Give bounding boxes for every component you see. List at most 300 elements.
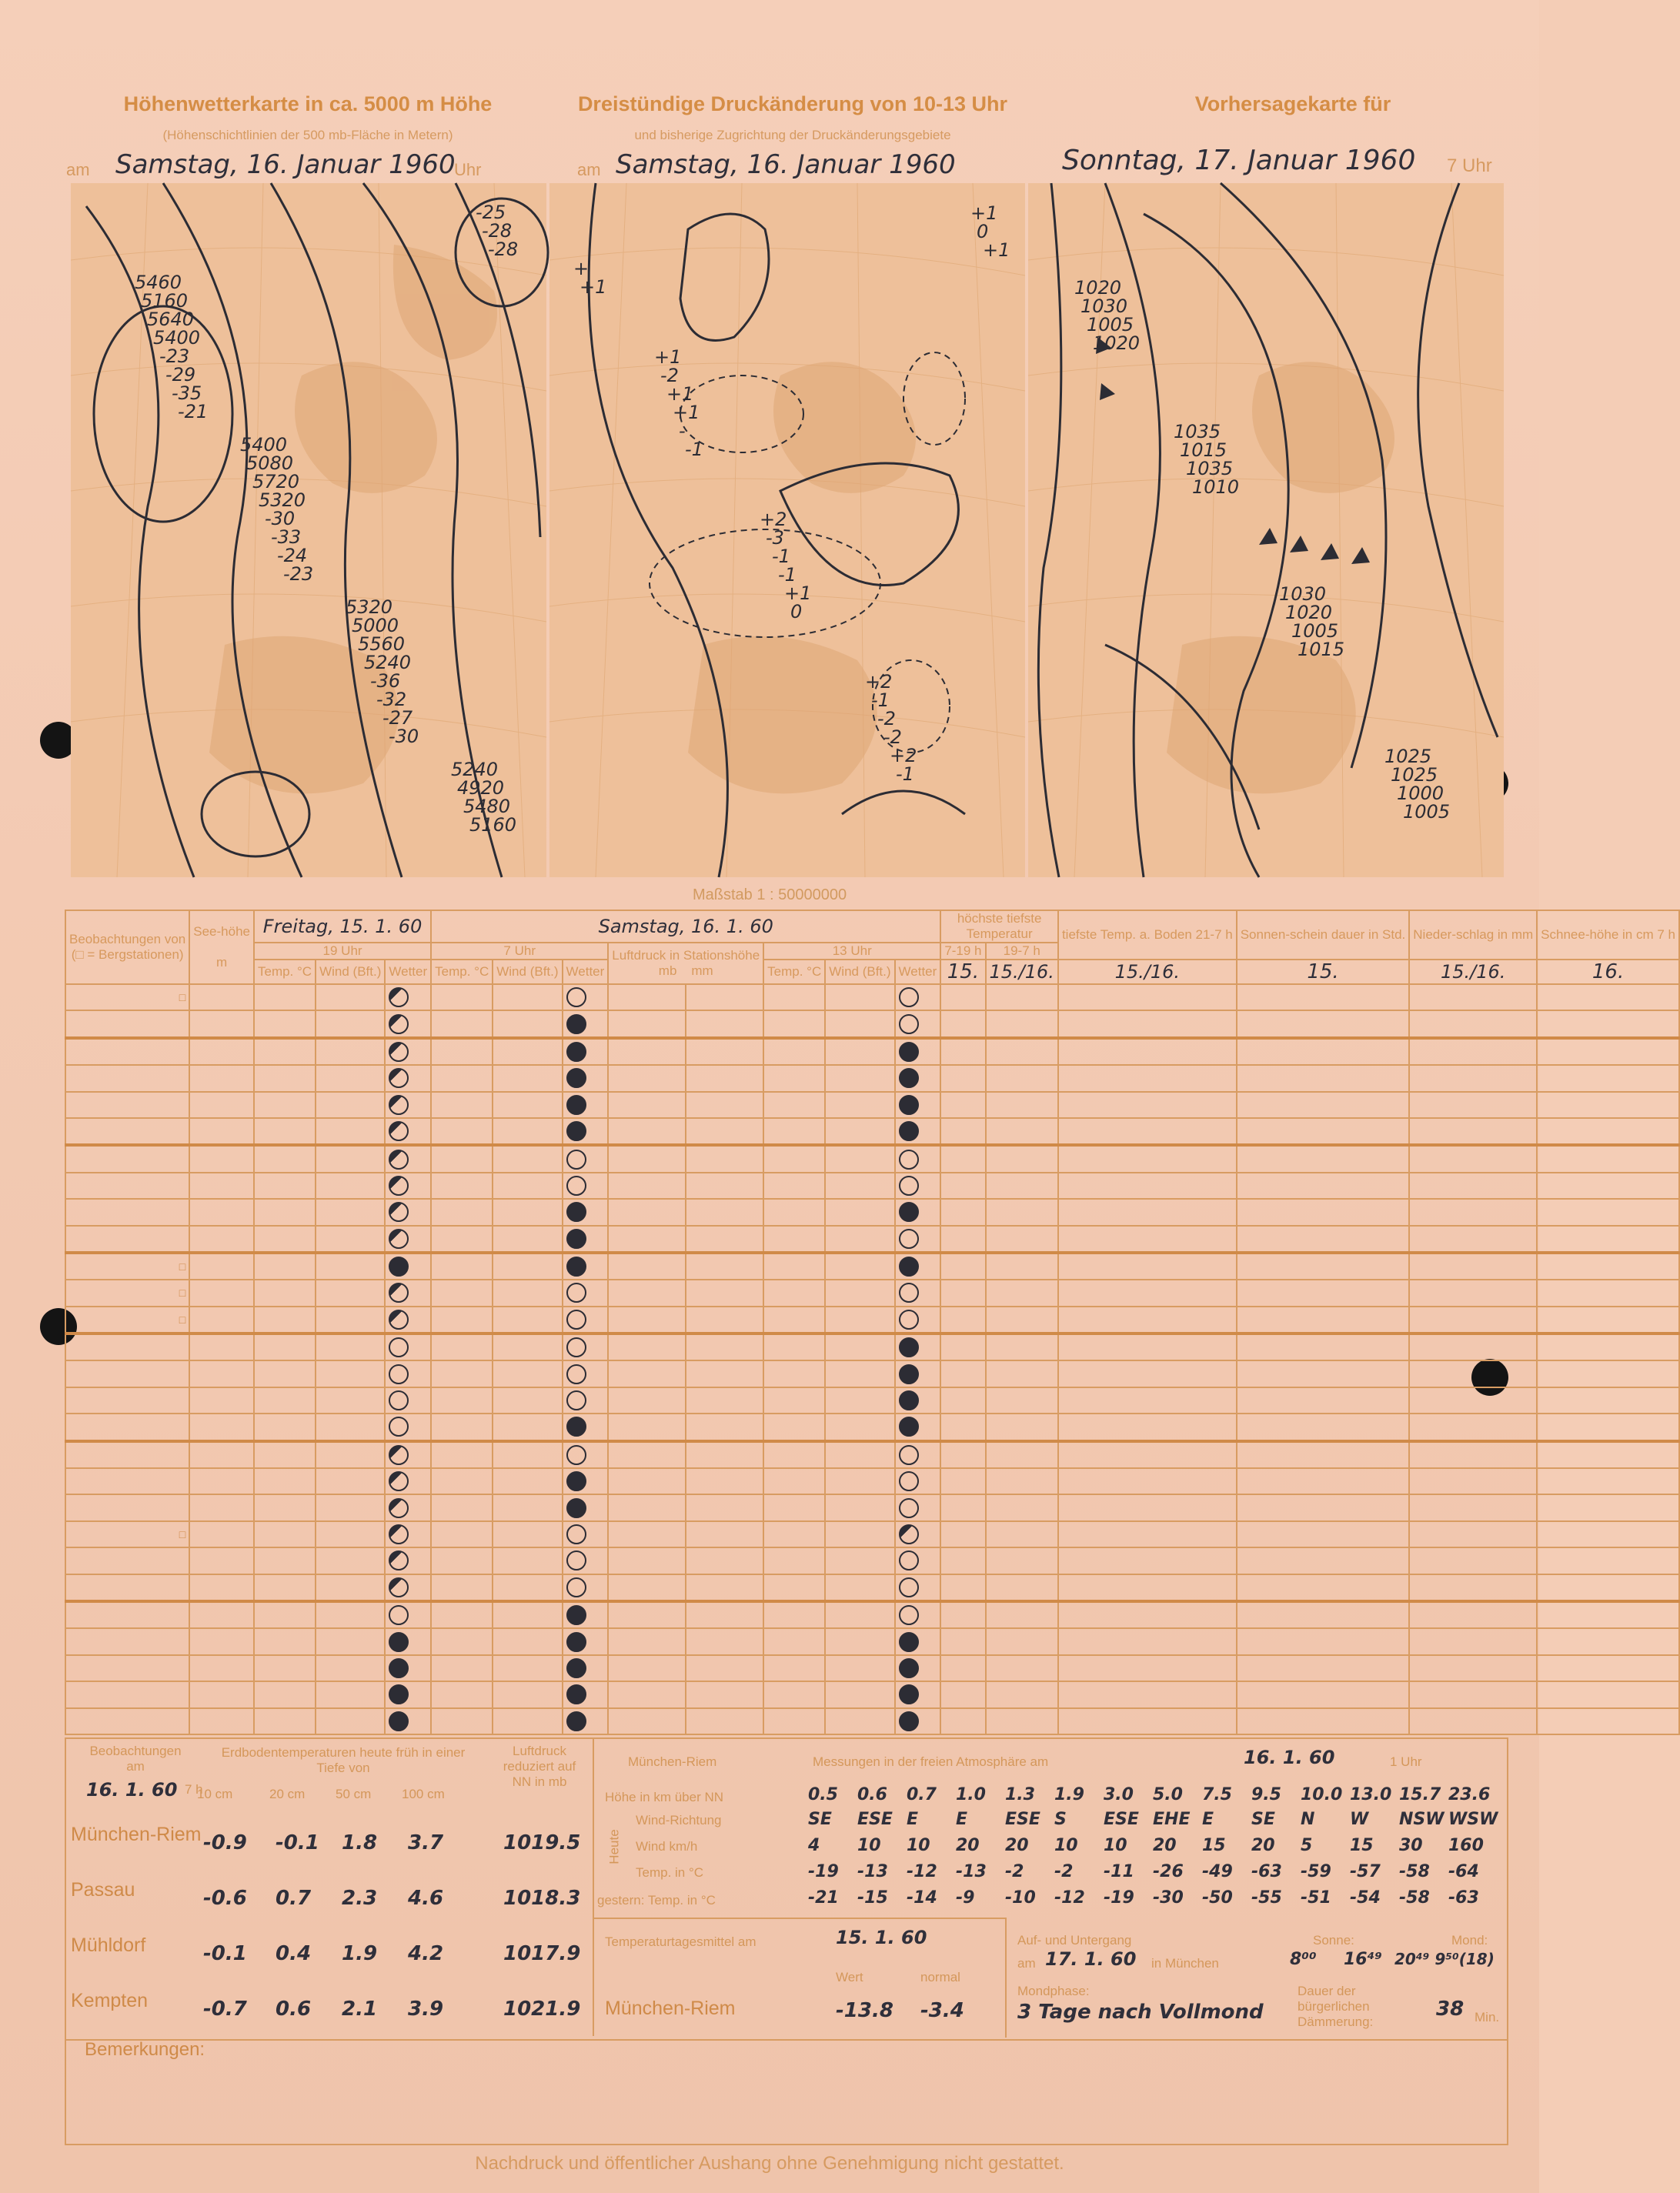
cell-w2 — [493, 1547, 562, 1574]
station-name — [65, 1173, 189, 1199]
cell-ni — [1409, 1681, 1537, 1707]
cell-weather — [385, 1547, 431, 1574]
cell-mx — [940, 1253, 985, 1280]
map-label: 1030 — [1279, 583, 1327, 605]
cell-weather — [895, 1253, 941, 1280]
cell-so — [1237, 1226, 1410, 1253]
map-label: 1000 — [1397, 783, 1445, 804]
cell-ni — [1409, 1092, 1537, 1118]
upper-air-dirs-value: E — [907, 1810, 919, 1829]
cell-p2 — [686, 1360, 763, 1387]
weather-symbol-icon — [566, 1577, 586, 1597]
weather-symbol-icon — [389, 1445, 409, 1465]
map-label: -1 — [778, 564, 797, 586]
map-label: -23 — [283, 563, 314, 585]
station-name — [65, 1010, 189, 1037]
weather-symbol-icon — [566, 1014, 586, 1034]
cell-w1 — [316, 1199, 385, 1225]
soil-hour: 7 h — [185, 1782, 203, 1797]
cell-w1 — [316, 1521, 385, 1547]
cell-weather — [385, 1574, 431, 1601]
cell-weather — [385, 1065, 431, 1091]
soil-station: Kempten — [71, 1990, 149, 2011]
upper-air-temps-value: -13 — [857, 1862, 888, 1881]
station-name — [65, 1145, 189, 1172]
weather-symbol-icon — [566, 1202, 586, 1222]
cell-weather — [385, 1414, 431, 1440]
cell-weather — [385, 1628, 431, 1654]
moon-phase-label: Mondphase: — [1017, 1984, 1090, 1998]
table-row — [65, 1065, 1679, 1091]
cell-weather — [895, 1655, 941, 1681]
upper-air-speeds-value: 20 — [1153, 1836, 1177, 1855]
weather-symbol-icon — [899, 1337, 919, 1357]
map-label: 5720 — [252, 471, 300, 492]
upper-air-gestern-value: -58 — [1399, 1888, 1430, 1908]
cell-w1 — [316, 1226, 385, 1253]
cell-weather — [385, 1092, 431, 1118]
cell-weather — [895, 1628, 941, 1654]
cell-mn — [986, 1199, 1058, 1225]
cell-so — [1237, 984, 1410, 1010]
footer-note: Nachdruck und öffentlicher Aushang ohne Genehmigung nicht gestattet. — [475, 2153, 1064, 2174]
cell-w2 — [493, 1601, 562, 1628]
cell-p1 — [608, 1118, 686, 1145]
map-label: 5400 — [240, 434, 288, 456]
upper-station: München-Riem — [628, 1754, 717, 1769]
weather-symbol-icon — [899, 1176, 919, 1196]
cell-weather — [385, 1360, 431, 1387]
cell-tb — [1058, 1092, 1237, 1118]
cell-tb — [1058, 1655, 1237, 1681]
table-row — [65, 1601, 1679, 1628]
cell-p1 — [608, 1441, 686, 1468]
cell-mx — [940, 1173, 985, 1199]
cell-p2 — [686, 1307, 763, 1333]
weather-symbol-icon — [389, 1257, 409, 1277]
upper-air-dirs-value: E — [1202, 1810, 1214, 1829]
sun-label-sonne: Sonne: — [1313, 1933, 1354, 1948]
cell-sc — [1537, 1494, 1679, 1520]
cell-sc — [1537, 984, 1679, 1010]
soil-title: Beobachtungen am — [89, 1744, 182, 1774]
station-name — [65, 1038, 189, 1065]
cell-t1 — [254, 1574, 316, 1601]
cell-mn — [986, 1441, 1058, 1468]
cell-t1 — [254, 1468, 316, 1494]
map1-subtitle: (Höhenschichtlinien der 500 mb-Fläche in Metern) — [162, 128, 453, 142]
cell-t3 — [763, 1521, 825, 1547]
cell-so — [1237, 1010, 1410, 1037]
cell-weather — [385, 1226, 431, 1253]
cell-ni — [1409, 1414, 1537, 1440]
cell-sc — [1537, 1601, 1679, 1628]
cell-h — [189, 1655, 254, 1681]
mean-temp-date: 15. 1. 60 — [836, 1927, 927, 1948]
cell-mn — [986, 984, 1058, 1010]
cell-w3 — [825, 1253, 894, 1280]
cell-h — [189, 1333, 254, 1360]
cell-w2 — [493, 1199, 562, 1225]
observation-rows — [65, 984, 1679, 1734]
cell-p2 — [686, 1118, 763, 1145]
cell-sc — [1537, 1253, 1679, 1280]
cell-mn — [986, 1387, 1058, 1414]
cell-mn — [986, 1038, 1058, 1065]
cell-p1 — [608, 1521, 686, 1547]
cell-so — [1237, 1414, 1410, 1440]
cell-weather — [563, 1655, 609, 1681]
upper-air-gestern-value: -9 — [956, 1888, 975, 1908]
upper-air-heights-value: 9.5 — [1251, 1785, 1281, 1804]
cell-mn — [986, 1655, 1058, 1681]
cell-mx — [940, 1038, 985, 1065]
map1-uhr: Uhr — [454, 160, 482, 179]
cell-w1 — [316, 1065, 385, 1091]
map-label: -28 — [482, 220, 513, 242]
map-label: -27 — [382, 707, 413, 729]
cell-so — [1237, 1280, 1410, 1306]
cell-w1 — [316, 1708, 385, 1734]
cell-w1 — [316, 1681, 385, 1707]
mountain-station-icon: □ — [179, 991, 186, 1004]
upper-air-speeds-value: 160 — [1448, 1836, 1484, 1855]
upper-air-temps-value: -13 — [956, 1862, 987, 1881]
cell-tb — [1058, 1333, 1237, 1360]
sun-label: Auf- und Untergang — [1017, 1933, 1132, 1948]
cell-t3 — [763, 1307, 825, 1333]
mean-normal: -3.4 — [920, 1999, 964, 2022]
cell-t3 — [763, 1387, 825, 1414]
cell-w2 — [493, 1173, 562, 1199]
map-label: 1030 — [1080, 295, 1128, 317]
station-name — [65, 1547, 189, 1574]
weather-symbol-icon — [899, 1202, 919, 1222]
cell-ni — [1409, 1360, 1537, 1387]
map-label: -32 — [376, 689, 407, 710]
cell-weather — [563, 1521, 609, 1547]
weather-symbol-icon — [899, 1121, 919, 1141]
weather-symbol-icon — [899, 1364, 919, 1384]
weather-symbol-icon — [899, 1684, 919, 1704]
soil-pressure: 1018.3 — [503, 1887, 581, 1910]
cell-mn — [986, 1010, 1058, 1037]
wind-col: Wind (Bft.) — [316, 960, 385, 984]
soil-date: 16. 1. 60 — [86, 1779, 178, 1801]
bottom-panel — [65, 1737, 1508, 2041]
cell-w1 — [316, 1360, 385, 1387]
cell-w3 — [825, 1547, 894, 1574]
map-label: 1025 — [1384, 746, 1432, 767]
soil-value: -0.9 — [203, 1831, 247, 1854]
table-row — [65, 1574, 1679, 1601]
mean-wert-label: Wert — [836, 1970, 863, 1984]
cell-ni — [1409, 1199, 1537, 1225]
cell-p2 — [686, 1038, 763, 1065]
cell-weather — [895, 1038, 941, 1065]
cell-t2 — [431, 1253, 493, 1280]
cell-mx — [940, 1547, 985, 1574]
cell-mx — [940, 1010, 985, 1037]
cell-ni — [1409, 1307, 1537, 1333]
upper-air-gestern-value: -63 — [1448, 1888, 1479, 1908]
cell-sc — [1537, 1521, 1679, 1547]
cell-w1 — [316, 984, 385, 1010]
upper-air-dirs-value: E — [956, 1810, 968, 1829]
map2-subtitle: und bisherige Zugrichtung der Druckänderungsgebiete — [634, 128, 951, 142]
cell-sc — [1537, 1065, 1679, 1091]
cell-mn — [986, 1253, 1058, 1280]
cell-ni — [1409, 1441, 1537, 1468]
cell-tb — [1058, 1118, 1237, 1145]
cell-weather — [385, 1307, 431, 1333]
cell-so — [1237, 1601, 1410, 1628]
cell-t1 — [254, 1226, 316, 1253]
map3-date: Sonntag, 17. Januar 1960 — [1062, 145, 1416, 176]
cell-t2 — [431, 1521, 493, 1547]
table-row — [65, 1253, 1679, 1280]
upper-air-heights-value: 13.0 — [1350, 1785, 1392, 1804]
cell-mx — [940, 1468, 985, 1494]
cell-t3 — [763, 1038, 825, 1065]
cell-ni — [1409, 1601, 1537, 1628]
cell-t1 — [254, 1387, 316, 1414]
cell-weather — [895, 1010, 941, 1037]
map-label: -28 — [488, 239, 519, 260]
station-name — [65, 1681, 189, 1707]
weather-symbol-icon — [389, 1229, 409, 1249]
moon-times: 20⁴⁹ 9⁵⁰(18) — [1394, 1950, 1495, 1968]
weather-col: Wetter — [563, 960, 609, 984]
cell-t1 — [254, 1010, 316, 1037]
sunshine-header: Sonnen-schein dauer in Std. — [1237, 910, 1410, 960]
cell-weather — [563, 1199, 609, 1225]
cell-w1 — [316, 1280, 385, 1306]
cell-mx — [940, 1307, 985, 1333]
soil-value: 2.3 — [342, 1887, 378, 1910]
cell-ni — [1409, 1226, 1537, 1253]
cell-sc — [1537, 1547, 1679, 1574]
mean-normal-label: normal — [920, 1970, 960, 1984]
cell-t1 — [254, 1307, 316, 1333]
date-col: 15./16. — [1058, 960, 1237, 984]
cell-mx — [940, 1092, 985, 1118]
weather-symbol-icon — [566, 1711, 586, 1731]
weather-symbol-icon — [566, 1445, 586, 1465]
upper-air-gestern-value: -19 — [1104, 1888, 1134, 1908]
cell-w1 — [316, 1655, 385, 1681]
upper-air-dirs-value: SE — [808, 1810, 832, 1829]
soil-value: 4.6 — [408, 1887, 444, 1910]
weather-symbol-icon — [899, 1445, 919, 1465]
cell-p2 — [686, 1226, 763, 1253]
cell-w3 — [825, 1494, 894, 1520]
cell-so — [1237, 1065, 1410, 1091]
weather-symbol-icon — [899, 1257, 919, 1277]
cell-h — [189, 1360, 254, 1387]
remarks-box — [65, 2036, 1508, 2145]
soil-depth-header: 10 cm — [197, 1787, 233, 1801]
cell-t1 — [254, 1333, 316, 1360]
upper-air-dirs-value: ESE — [1005, 1810, 1040, 1829]
cell-weather — [563, 1226, 609, 1253]
map-label: 5240 — [364, 652, 412, 673]
upper-yesterday-label: gestern: Temp. in °C — [597, 1893, 716, 1908]
cell-weather — [895, 1307, 941, 1333]
cell-ni — [1409, 1065, 1537, 1091]
cell-p1 — [608, 1655, 686, 1681]
cell-weather — [895, 1441, 941, 1468]
soil-value: -0.7 — [203, 1998, 247, 2021]
cell-weather — [895, 1145, 941, 1172]
weather-symbol-icon — [899, 1524, 919, 1544]
weather-symbol-icon — [899, 1550, 919, 1570]
cell-mx — [940, 1655, 985, 1681]
cell-p1 — [608, 1092, 686, 1118]
cell-mx — [940, 1387, 985, 1414]
table-row — [65, 1226, 1679, 1253]
cell-w2 — [493, 1468, 562, 1494]
map-label: 0 — [977, 221, 989, 242]
cell-sc — [1537, 1118, 1679, 1145]
soil-value: -0.6 — [203, 1887, 247, 1910]
cell-ni — [1409, 984, 1537, 1010]
cell-w2 — [493, 1387, 562, 1414]
upper-air-heights-value: 1.9 — [1054, 1785, 1084, 1804]
cell-t2 — [431, 1173, 493, 1199]
cell-w3 — [825, 1468, 894, 1494]
twilight-min: Min. — [1475, 2010, 1500, 2024]
cell-p1 — [608, 1199, 686, 1225]
cell-t3 — [763, 1468, 825, 1494]
station-name — [65, 1708, 189, 1734]
cell-t2 — [431, 1307, 493, 1333]
map-label: +1 — [654, 346, 682, 368]
station-name — [65, 1307, 189, 1333]
cell-sc — [1537, 1092, 1679, 1118]
cell-w1 — [316, 1145, 385, 1172]
cell-weather — [385, 1010, 431, 1037]
upper-air-dirs-value: NSW — [1399, 1810, 1445, 1829]
cell-weather — [385, 1708, 431, 1734]
cell-t2 — [431, 1065, 493, 1091]
cell-weather — [385, 1199, 431, 1225]
forecast-map-canvas — [1028, 183, 1504, 877]
cell-tb — [1058, 1414, 1237, 1440]
upper-speed-label: Wind km/h — [636, 1839, 698, 1854]
cell-t2 — [431, 1226, 493, 1253]
cell-tb — [1058, 1708, 1237, 1734]
cell-t3 — [763, 1092, 825, 1118]
weather-symbol-icon — [566, 1417, 586, 1437]
weather-symbol-icon — [389, 987, 409, 1007]
cell-w2 — [493, 1307, 562, 1333]
cell-p1 — [608, 1547, 686, 1574]
temp-col: Temp. °C — [763, 960, 825, 984]
cell-so — [1237, 1547, 1410, 1574]
cell-w2 — [493, 1226, 562, 1253]
cell-weather — [385, 1387, 431, 1414]
cell-p2 — [686, 1521, 763, 1547]
weather-symbol-icon — [566, 1550, 586, 1570]
upper-air-speeds-value: 20 — [956, 1836, 980, 1855]
cell-w2 — [493, 1333, 562, 1360]
cell-t1 — [254, 1145, 316, 1172]
cell-t3 — [763, 1226, 825, 1253]
cell-weather — [563, 984, 609, 1010]
map1-title: Höhenwetterkarte in ca. 5000 m Höhe — [123, 92, 493, 115]
cell-w3 — [825, 1601, 894, 1628]
station-name — [65, 1226, 189, 1253]
cell-w3 — [825, 1387, 894, 1414]
table-row — [65, 984, 1679, 1010]
table-row — [65, 1468, 1679, 1494]
pressure-change-map — [549, 183, 1025, 877]
upper-air-temps-value: -12 — [907, 1862, 937, 1881]
cell-weather — [563, 1628, 609, 1654]
upper-air-heights-value: 1.3 — [1005, 1785, 1035, 1804]
cell-tb — [1058, 1065, 1237, 1091]
cell-mx — [940, 1708, 985, 1734]
station-name — [65, 1199, 189, 1225]
cell-weather — [563, 1414, 609, 1440]
moon-label: Mond: — [1451, 1933, 1488, 1948]
weather-symbol-icon — [899, 1711, 919, 1731]
cell-w3 — [825, 1414, 894, 1440]
upper-air-speeds-value: 4 — [808, 1836, 820, 1855]
cell-p2 — [686, 1280, 763, 1306]
mountain-station-icon: □ — [179, 1260, 186, 1273]
remarks: Bemerkungen: — [85, 2039, 205, 2060]
cell-t3 — [763, 1628, 825, 1654]
map-label: 1020 — [1074, 277, 1122, 299]
cell-h — [189, 1574, 254, 1601]
weather-symbol-icon — [389, 1658, 409, 1678]
cell-so — [1237, 1494, 1410, 1520]
cell-ni — [1409, 1118, 1537, 1145]
soil-value: 3.7 — [408, 1831, 444, 1854]
cell-p2 — [686, 1574, 763, 1601]
cell-weather — [563, 1601, 609, 1628]
soil-value: 1.9 — [342, 1942, 378, 1965]
upper-air-heights-value: 3.0 — [1104, 1785, 1134, 1804]
map-label: 1020 — [1285, 602, 1333, 623]
table-row — [65, 1038, 1679, 1065]
map-label: -30 — [265, 508, 296, 529]
map-label: -2 — [877, 708, 896, 729]
table-row — [65, 1307, 1679, 1333]
cell-mn — [986, 1708, 1058, 1734]
station-name — [65, 1360, 189, 1387]
cell-w3 — [825, 1065, 894, 1091]
cell-weather — [895, 1280, 941, 1306]
table-row — [65, 1360, 1679, 1387]
map2-am: am — [577, 160, 601, 179]
soil-value: -0.1 — [276, 1831, 319, 1854]
cell-mn — [986, 1065, 1058, 1091]
cell-sc — [1537, 1199, 1679, 1225]
map-label: -2 — [660, 365, 679, 386]
upper-air-heights-value: 5.0 — [1153, 1785, 1183, 1804]
cell-sc — [1537, 1628, 1679, 1654]
cell-p2 — [686, 1655, 763, 1681]
cell-so — [1237, 1092, 1410, 1118]
weather-symbol-icon — [389, 1684, 409, 1704]
upper-air-temps-value: -63 — [1251, 1862, 1282, 1881]
cell-p2 — [686, 1468, 763, 1494]
cell-w2 — [493, 1681, 562, 1707]
cell-t1 — [254, 1414, 316, 1440]
